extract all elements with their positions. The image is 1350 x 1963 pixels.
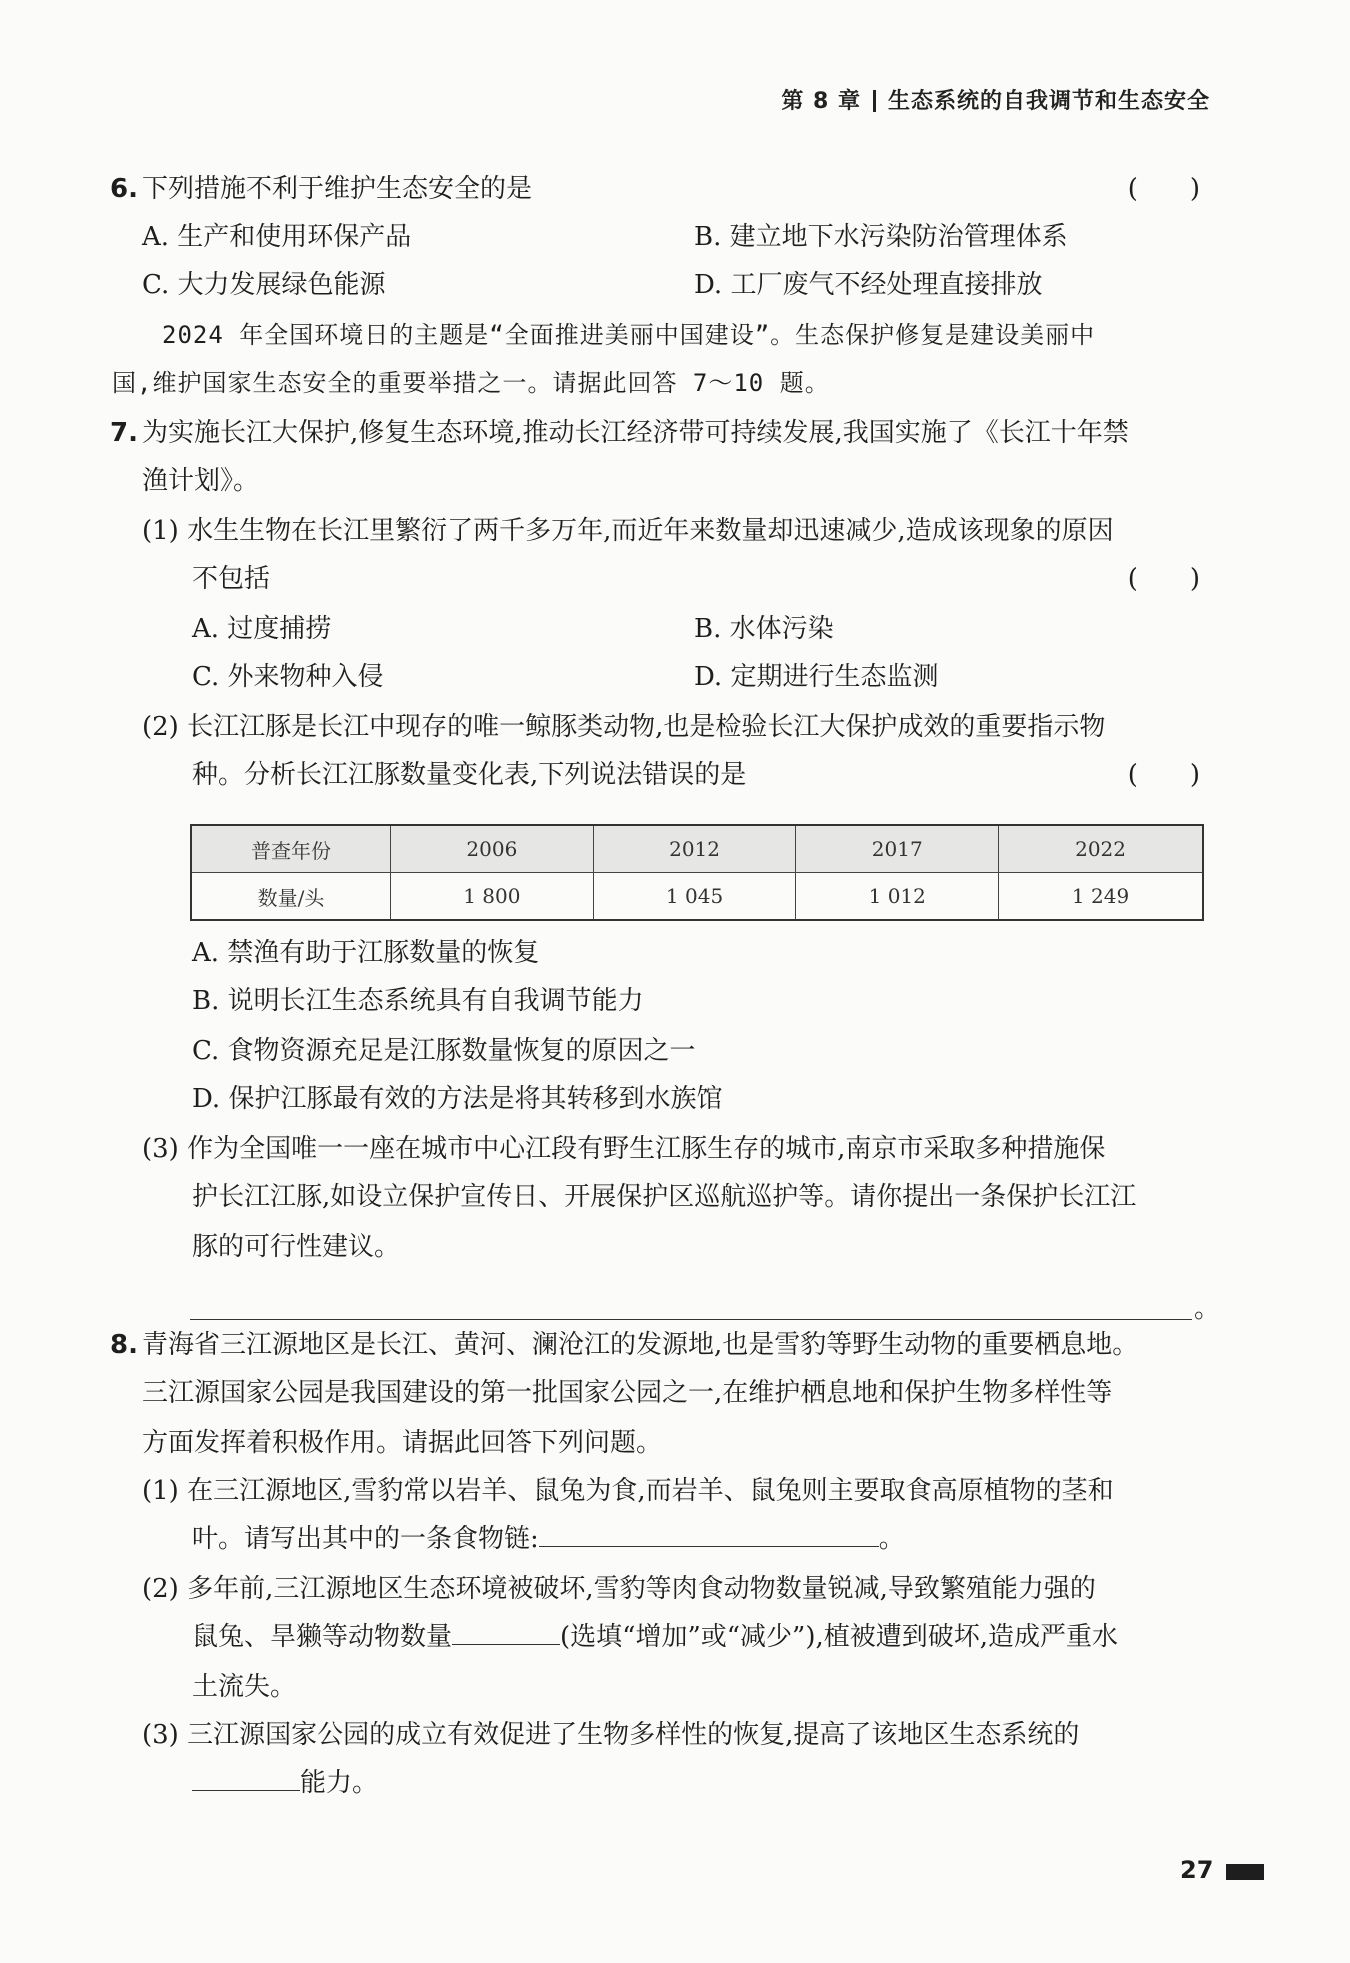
answer-end-period: 。 [1194,1294,1221,1324]
question-number: 7. [110,418,138,448]
table-header-cell: 2012 [593,825,796,873]
sub-question-text: (选填“增加”或“减少”),植被遭到破坏,造成严重水 [560,1622,1119,1652]
q7-sub3-line-3: 豚的可行性建议。 [192,1232,401,1262]
chapter-title: 生态系统的自我调节和生态安全 [887,89,1210,114]
option-c: C. 食物资源充足是江豚数量恢复的原因之一 [192,1036,696,1066]
table-header-cell: 普查年份 [191,825,391,873]
option-b: B. 说明长江生态系统具有自我调节能力 [192,986,644,1016]
ability-answer-blank[interactable] [192,1766,300,1791]
q7-sub2-line-1: (2) 长江江豚是长江中现存的唯一鲸豚类动物,也是检验长江大保护成效的重要指示物 [142,712,1106,742]
option-d: D. 定期进行生态监测 [694,662,939,692]
answer-parenthesis: ( ) [1127,174,1200,204]
sub-question-text: 种。分析长江江豚数量变化表,下列说法错误的是 [192,760,747,790]
table-cell: 1 045 [593,873,796,921]
answer-parenthesis: ( ) [1127,760,1200,790]
table-header-cell: 2006 [391,825,594,873]
q7-sub1-line-1: (1) 水生生物在长江里繁衍了两千多万年,而近年来数量却迅速减少,造成该现象的原因 [142,516,1114,546]
food-chain-answer-blank[interactable] [539,1522,879,1547]
table-header-cell: 2022 [999,825,1203,873]
q7-sub3-line-1: (3) 作为全国唯一一座在城市中心江段有野生江豚生存的城市,南京市采取多种措施保 [142,1134,1106,1164]
table-cell: 1 800 [391,873,594,921]
chapter-header [781,84,1210,115]
question-7-stem-line-2: 渔计划》。 [142,466,260,496]
page-number: 27 [1180,1856,1214,1884]
table-header-row [191,825,1203,873]
option-c: C. 大力发展绿色能源 [142,270,386,300]
q7-sub3-line-2: 护长江江豚,如设立保护宣传日、开展保护区巡航巡护等。请你提出一条保护长江江 [192,1182,1137,1212]
question-8-stem-line-3: 方面发挥着积极作用。请据此回答下列问题。 [142,1428,663,1458]
sub-question-text: 鼠兔、旱獭等动物数量 [192,1622,453,1652]
question-text: 青海省三江源地区是长江、黄河、澜沧江的发源地,也是雪豹等野生动物的重要栖息地。 [142,1330,1139,1360]
option-d: D. 工厂废气不经处理直接排放 [694,270,1043,300]
increase-decrease-answer-blank[interactable] [452,1620,560,1645]
q8-sub2-line-3: 土流失。 [192,1672,297,1702]
intro-line-1: 2024 年全国环境日的主题是“全面推进美丽中国建设”。生态保护修复是建设美丽中 [162,321,1096,349]
header-divider [873,90,876,112]
table-cell: 1 249 [999,873,1203,921]
page-number-bar [1226,1864,1264,1880]
question-number: 6. [110,174,138,204]
porpoise-count-table [190,824,1204,921]
period: 。 [878,1524,905,1554]
sub-question-text: 叶。请写出其中的一条食物链: [192,1524,539,1554]
sub-question-text: 不包括 [192,564,271,594]
answer-blank-line[interactable] [190,1319,1192,1320]
table-row [191,873,1203,921]
question-8-stem-line-2: 三江源国家公园是我国建设的第一批国家公园之一,在维护栖息地和保护生物多样性等 [142,1378,1113,1408]
option-b: B. 建立地下水污染防治管理体系 [694,222,1068,252]
option-d: D. 保护江豚最有效的方法是将其转移到水族馆 [192,1084,723,1114]
q8-sub3-line-1: (3) 三江源国家公园的成立有效促进了生物多样性的恢复,提高了该地区生态系统的 [142,1720,1080,1750]
option-a: A. 禁渔有助于江豚数量的恢复 [192,938,540,968]
q8-sub1-line-1: (1) 在三江源地区,雪豹常以岩羊、鼠兔为食,而岩羊、鼠兔则主要取食高原植物的茎和 [142,1476,1114,1506]
chapter-number: 第 8 章 [781,89,861,114]
option-b: B. 水体污染 [694,614,834,644]
q8-sub1-line-2 [192,1522,1350,1556]
q8-sub2-line-1: (2) 多年前,三江源地区生态环境被破坏,雪豹等肉食动物数量锐减,导致繁殖能力强的 [142,1574,1096,1604]
table-cell: 1 012 [796,873,999,921]
q8-sub2-line-2 [192,1620,1350,1654]
question-text: 为实施长江大保护,修复生态环境,推动长江经济带可持续发展,我国实施了《长江十年禁 [142,418,1129,448]
option-c: C. 外来物种入侵 [192,662,384,692]
table-header-cell: 2017 [796,825,999,873]
option-a: A. 生产和使用环保产品 [142,222,412,252]
answer-parenthesis: ( ) [1127,564,1200,594]
intro-line-2: 国,维护国家生态安全的重要举措之一。请据此回答 7～10 题。 [112,369,830,397]
option-a: A. 过度捕捞 [192,614,332,644]
sub-question-text: 能力。 [300,1768,379,1798]
q8-sub3-line-2 [192,1766,1350,1800]
question-text: 下列措施不利于维护生态安全的是 [142,174,533,204]
question-number: 8. [110,1330,138,1360]
table-cell: 数量/头 [191,873,391,921]
